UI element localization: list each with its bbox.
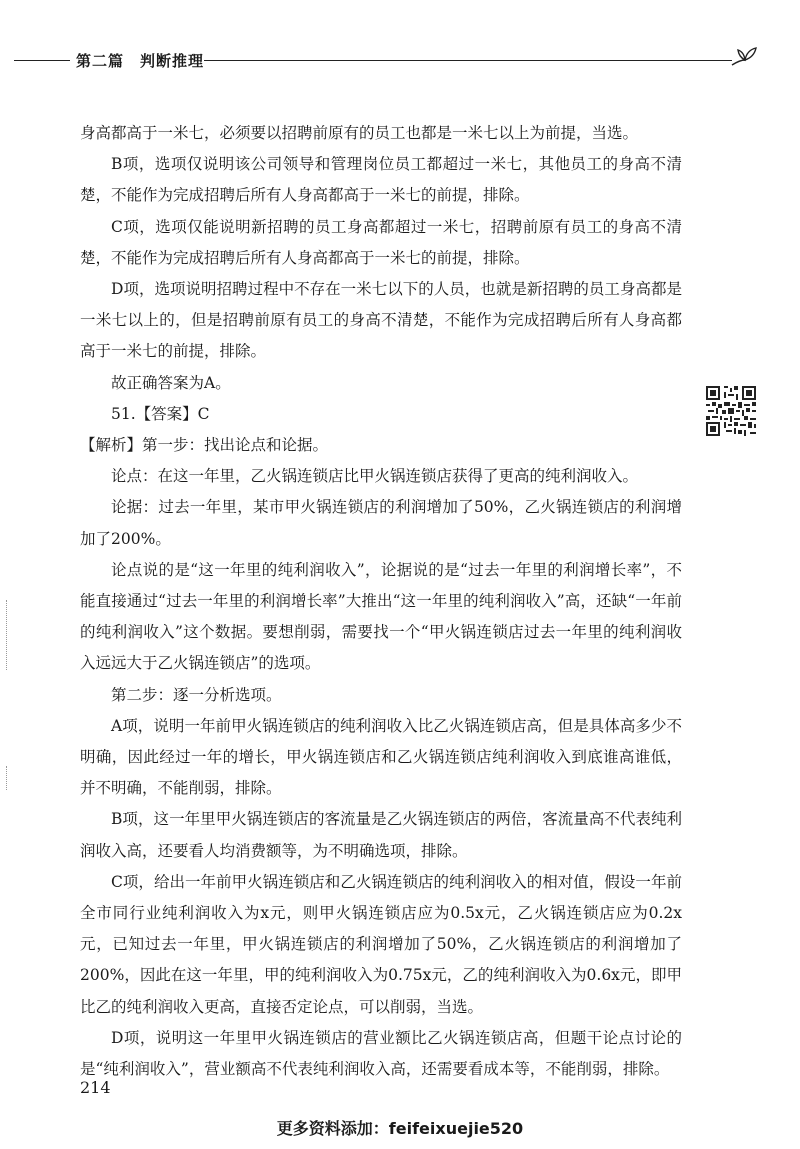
paragraph: 【解析】第一步：找出论点和论据。 bbox=[80, 436, 329, 455]
margin-dots bbox=[6, 766, 9, 790]
header-title: 第二篇 判断推理 bbox=[76, 52, 205, 70]
header-rule-right bbox=[204, 60, 732, 61]
page-number: 214 bbox=[80, 1078, 111, 1097]
paragraph: A项，说明一年前甲火锅连锁店的纯利润收入比乙火锅连锁店高，但是具体高多少不明确，因此经过一年的增长，甲火锅连锁店和乙火锅连锁店纯利润收入到底谁高谁低，并不明确，不能削弱，排除。 bbox=[80, 716, 682, 798]
paragraph: 论点：在这一年里，乙火锅连锁店比甲火锅连锁店获得了更高的纯利润收入。 bbox=[111, 467, 639, 486]
margin-dots bbox=[6, 600, 9, 670]
paragraph: 故正确答案为A。 bbox=[111, 373, 231, 392]
sprout-icon bbox=[730, 40, 760, 70]
paragraph: D项，说明这一年里甲火锅连锁店的营业额比乙火锅连锁店高，但题干论点讨论的是“纯利润收入”，营业额高不代表纯利润收入高，还需要看成本等，不能削弱，排除。 bbox=[80, 1028, 682, 1079]
paragraph: 论据：过去一年里，某市甲火锅连锁店的利润增加了50%，乙火锅连锁店的利润增加了200%。 bbox=[80, 498, 682, 548]
paragraph: D项，选项说明招聘过程中不存在一米七以下的人员，也就是新招聘的员工身高都是一米七以上的，但是招聘前原有员工的身高不清楚，不能作为完成招聘后所有人身高都高于一米七的前提，排除。 bbox=[80, 280, 682, 361]
paragraph: C项，选项仅能说明新招聘的员工身高都超过一米七，招聘前原有员工的身高不清楚，不能作为完成招聘后所有人身高都高于一米七的前提，排除。 bbox=[80, 217, 682, 267]
footer-note: 更多资料添加：feifeixuejie520 bbox=[276, 1119, 524, 1138]
paragraph: B项，选项仅说明该公司领导和管理岗位员工都超过一米七，其他员工的身高不清楚，不能作为完成招聘后所有人身高都高于一米七的前提，排除。 bbox=[80, 155, 682, 205]
paragraph: 论点说的是“这一年里的纯利润收入”，论据说的是“过去一年里的利润增长率”，不能直接通过“过去一年里的利润增长率”大推出“这一年里的纯利润收入”高，还缺“一年前的纯利润收入”这个数据。要想削弱，需要找一个“甲火锅连锁店过去一年里的纯利润收入远远大于乙火锅连锁店”的选项。 bbox=[80, 560, 682, 673]
paragraph: 身高都高于一米七，必须要以招聘前原有的员工也都是一米七以上为前提，当选。 bbox=[80, 124, 639, 142]
paragraph: B项，这一年里甲火锅连锁店的客流量是乙火锅连锁店的两倍，客流量高不代表纯利润收入高，还要看人均消费额等，为不明确选项，排除。 bbox=[80, 810, 682, 860]
qr-code-icon[interactable] bbox=[706, 386, 756, 436]
running-header bbox=[0, 40, 800, 80]
header-rule-left bbox=[14, 60, 70, 61]
paragraph: 第二步：逐一分析选项。 bbox=[111, 685, 282, 704]
body-text bbox=[80, 118, 682, 1085]
paragraph: C项，给出一年前甲火锅连锁店和乙火锅连锁店的纯利润收入的相对值，假设一年前全市同行业纯利润收入为x元，则甲火锅连锁店应为0.5x元，乙火锅连锁店应为0.2x元，已知过去一年里，甲火锅连锁店的利润增加了50%，乙火锅连锁店的利润增加了200%，因此在这一年里，甲的纯利润收入为0.75x元，乙的纯利润收入为0.6x元，即甲比乙的纯利润收入更高，直接否定论点，可以削弱，当选。 bbox=[80, 872, 682, 1016]
paragraph: 51.【答案】C bbox=[111, 404, 210, 423]
